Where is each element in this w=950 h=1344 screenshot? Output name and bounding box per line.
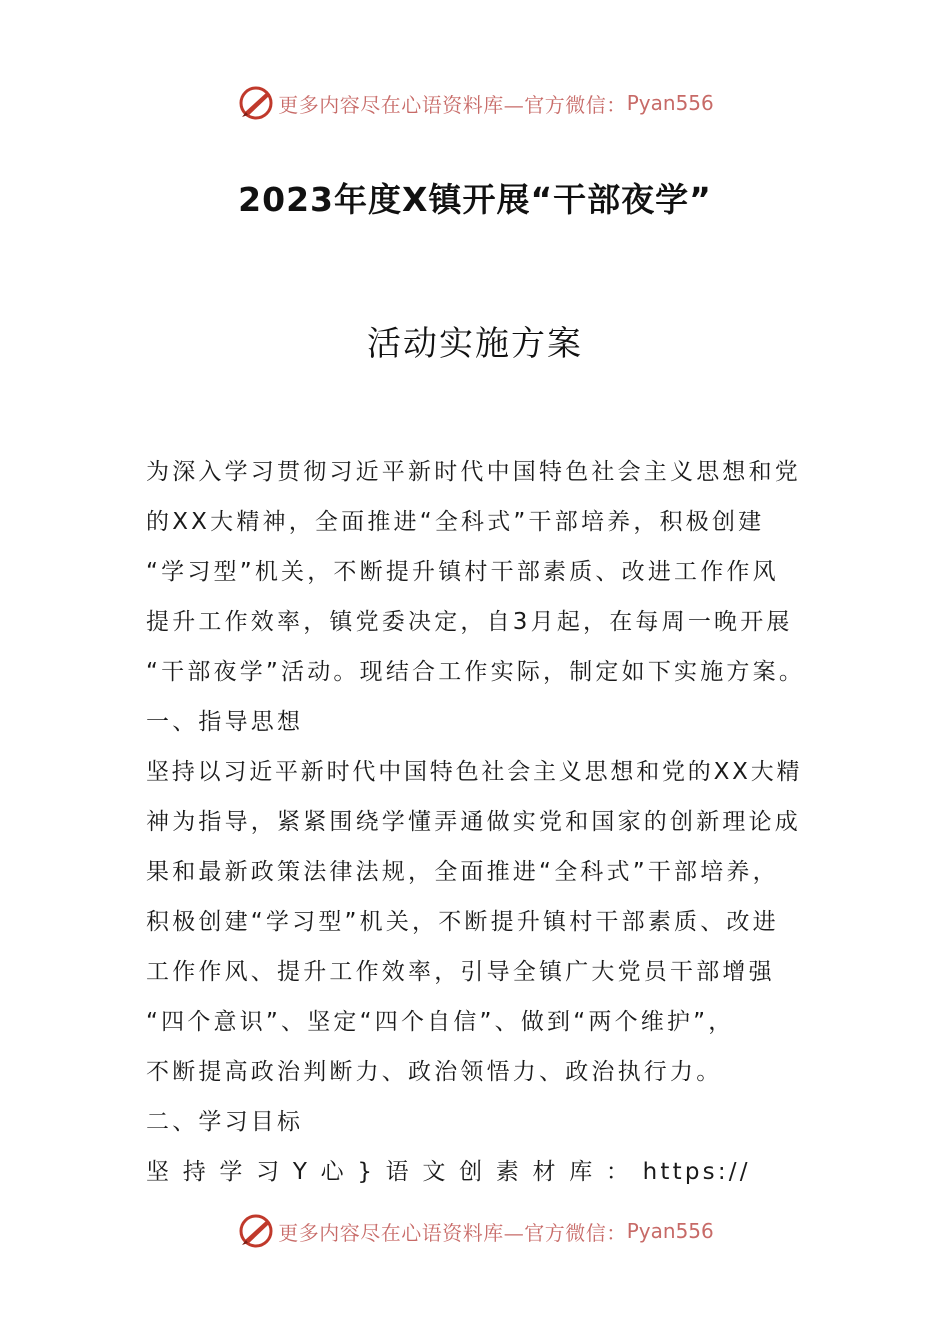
document-body (146, 447, 806, 1197)
document-title-line-1: 2023年度X镇开展“干部夜学” (238, 180, 712, 219)
document-title-line-2: 活动实施方案 (367, 324, 583, 364)
watermark-text: 更多内容尽在心语资料库—官方微信： (278, 1220, 627, 1245)
section-heading-learning-goals: 二、学习目标 (146, 1109, 304, 1135)
body-line: 不断提高政治判断力、政治领悟力、政治执行力。 (146, 1059, 723, 1085)
body-line: “干部夜学”活动。现结合工作实际，制定如下实施方案。 (146, 659, 806, 685)
watermark-banner-top (0, 80, 950, 126)
body-line: “学习型”机关，不断提升镇村干部素质、改进工作作风 (146, 559, 779, 585)
pen-logo-icon (236, 1211, 276, 1251)
body-line: 果和最新政策法律法规，全面推进“全科式”干部培养， (146, 859, 779, 885)
watermark-wechat-id: Pyan556 (626, 1219, 714, 1243)
body-line: 提升工作效率，镇党委决定，自3月起，在每周一晚开展 (146, 609, 793, 635)
body-line: 的XX大精神，全面推进“全科式”干部培养，积极创建 (146, 509, 765, 535)
pen-logo-icon (236, 83, 276, 123)
section-heading-guiding-ideology: 一、指导思想 (146, 709, 304, 735)
watermark-text: 更多内容尽在心语资料库—官方微信： (278, 92, 627, 117)
body-line: “四个意识”、坚定“四个自信”、做到“两个维护”， (146, 1009, 735, 1035)
body-line: 为深入学习贯彻习近平新时代中国特色社会主义思想和党 (146, 459, 801, 485)
watermark-banner-bottom (0, 1208, 950, 1254)
body-line: 积极创建“学习型”机关，不断提升镇村干部素质、改进 (146, 909, 779, 935)
body-line-url: 坚 持 学 习 Y 心 } 语 文 创 素 材 库 ： https:// (146, 1159, 751, 1185)
body-line: 工作作风、提升工作效率，引导全镇广大党员干部增强 (146, 959, 775, 985)
body-line: 坚持以习近平新时代中国特色社会主义思想和党的XX大精 (146, 759, 803, 785)
body-line: 神为指导，紧紧围绕学懂弄通做实党和国家的创新理论成 (146, 809, 801, 835)
watermark-wechat-id: Pyan556 (626, 91, 714, 115)
